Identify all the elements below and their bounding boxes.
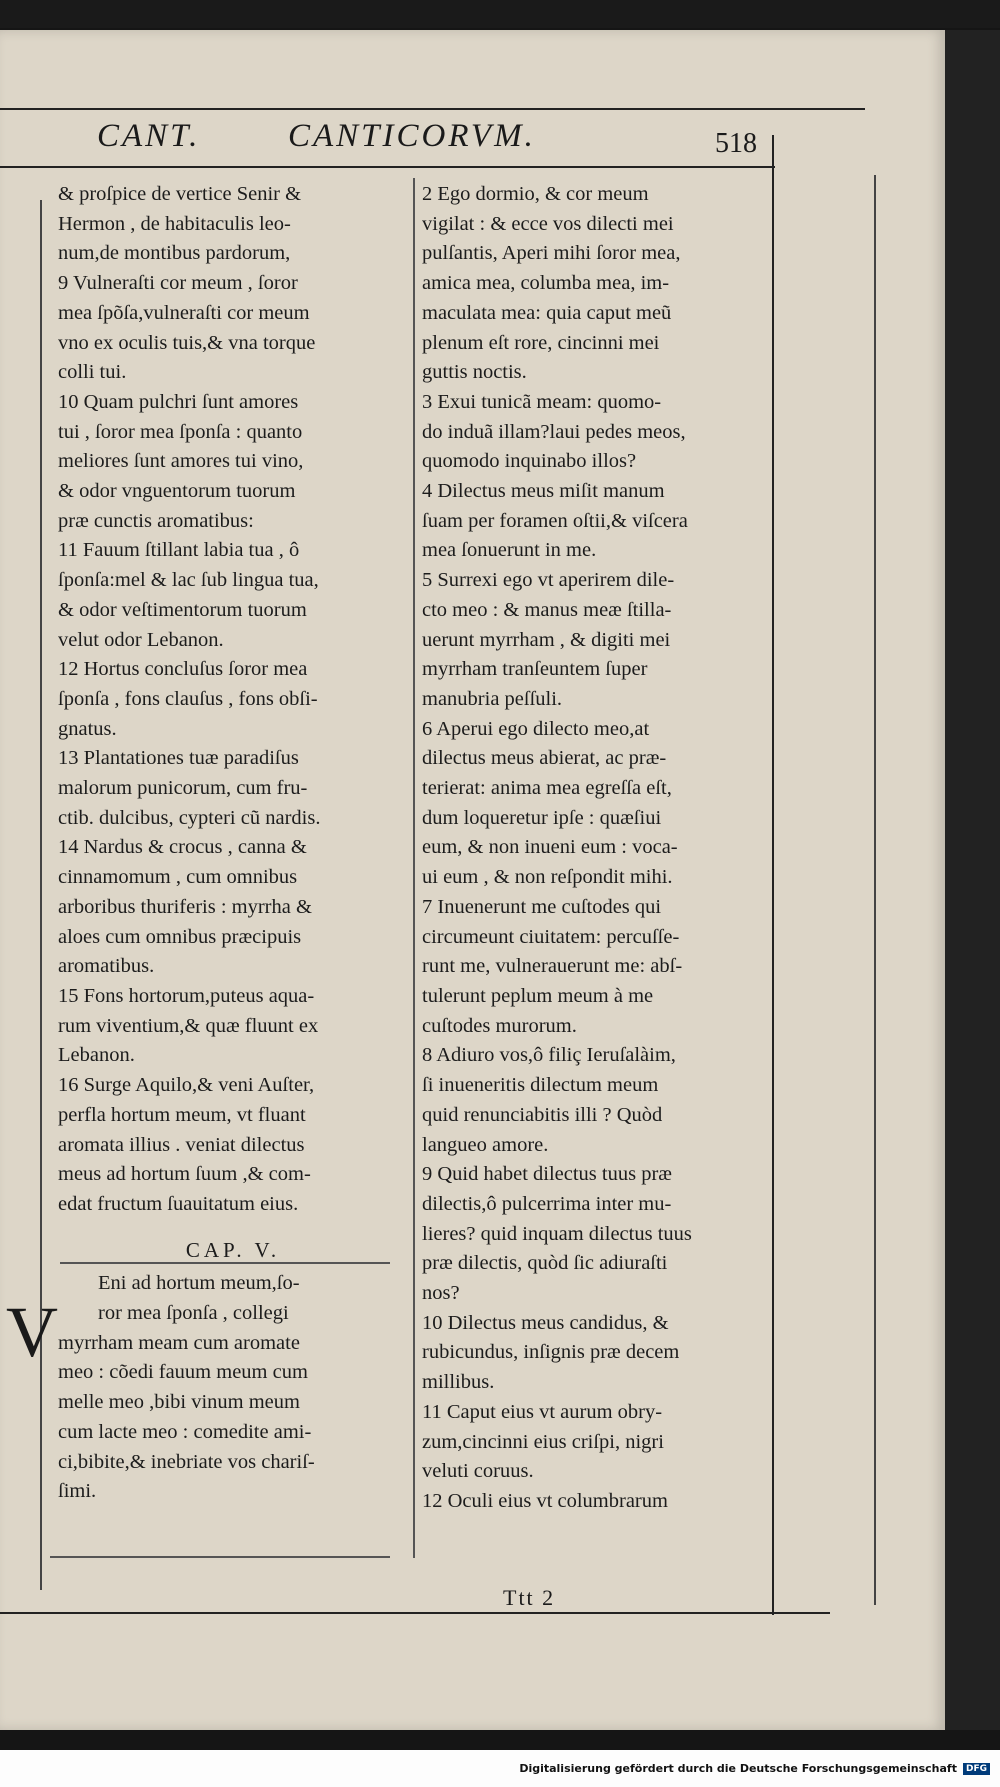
text-line: rubicundus, inſignis præ decem (422, 1341, 680, 1364)
text-line: 15 Fons hortorum,puteus aqua- (58, 984, 315, 1007)
left-margin-rule (40, 200, 42, 1590)
text-line: ci,bibite,& inebriate vos chariſ- (58, 1450, 315, 1473)
text-line: uerunt myrrham , & digiti mei (422, 628, 671, 651)
text-line: vigilat : & ecce vos dilecti mei (422, 212, 674, 235)
outer-margin-rule (874, 175, 876, 1605)
text-line: edat fructum ſuauitatum eius. (58, 1192, 299, 1215)
text-line: meliores ſunt amores tui vino, (58, 450, 304, 473)
text-line: 10 Quam pulchri ſunt amores (58, 390, 299, 413)
text-line: aromata illius . veniat dilectus (58, 1133, 305, 1156)
text-line: 11 Caput eius vt aurum obry- (422, 1400, 663, 1423)
text-line: Lebanon. (58, 1044, 135, 1067)
text-line: ui eum , & non reſpondit mihi. (422, 866, 673, 889)
text-line: 2 Ego dormio, & cor meum (422, 183, 649, 205)
text-line: cum lacte meo : comedite ami- (58, 1420, 312, 1443)
text-line: arboribus thuriferis : myrrha & (58, 895, 312, 918)
text-line: 16 Surge Aquilo,& veni Auſter, (58, 1074, 315, 1097)
text-line: præ dilectis, quòd ſic adiuraſti (422, 1252, 668, 1275)
drop-cap: V (6, 1292, 58, 1372)
text-line: præ cunctis aromatibus: (58, 509, 254, 532)
right-column (422, 180, 760, 1517)
text-line: terierat: anima mea egreſſa eſt, (422, 777, 672, 800)
text-line: Hermon , de habitaculis leo- (58, 212, 291, 235)
text-line: 12 Hortus concluſus ſoror mea (58, 658, 308, 681)
text-line: mea ſpõſa,vulneraſti cor meum (58, 301, 310, 324)
text-line: runt me, vulnerauerunt me: abſ- (422, 955, 683, 978)
text-line: & proſpice de vertice Senir & (58, 183, 302, 205)
text-line: millibus. (422, 1371, 495, 1394)
text-line: & odor veſtimentorum tuorum (58, 598, 307, 621)
text-line: 13 Plantationes tuæ paradiſus (58, 747, 299, 770)
text-line: dilectis,ô pulcerrima inter mu- (422, 1192, 672, 1215)
page-number: 518 (715, 128, 757, 159)
catchword: Ttt 2 (503, 1585, 556, 1610)
text-line: ctib. dulcibus, cypteri cũ nardis. (58, 806, 321, 829)
text-line: gnatus. (58, 717, 117, 740)
text-line: 8 Adiuro vos,ô filiç Ieruſalàim, (422, 1044, 676, 1067)
text-line: lieres? quid inquam dilectus tuus (422, 1222, 692, 1245)
text-line: 10 Dilectus meus candidus, & (422, 1311, 669, 1334)
running-head (92, 118, 772, 158)
text-line: 5 Surrexi ego vt aperirem dile- (422, 569, 675, 592)
text-line: quid renunciabitis illi ? Quòd (422, 1103, 663, 1126)
text-line: tulerunt peplum meum à me (422, 984, 654, 1007)
text-line: 4 Dilectus meus miſit manum (422, 480, 665, 503)
text-line: myrrham meam cum aromate (58, 1331, 300, 1354)
dfg-logo: DFG (963, 1763, 990, 1775)
text-line: guttis noctis. (422, 361, 527, 384)
text-line: 3 Exui tunicã meam: quomo- (422, 390, 662, 413)
text-line: & odor vnguentorum tuorum (58, 480, 296, 503)
text-line: 6 Aperui ego dilecto meo,at (422, 717, 650, 740)
text-line: pulſantis, Aperi mihi ſoror mea, (422, 242, 681, 265)
text-line: perfla hortum meum, vt fluant (58, 1103, 306, 1126)
text-line: amica mea, columba mea, im- (422, 272, 670, 295)
running-title-right: CANTICORVM. (288, 118, 536, 154)
text-line: circumeunt ciuitatem: percuſſe- (422, 925, 680, 948)
text-line: 7 Inuenerunt me cuſtodes qui (422, 895, 662, 918)
funding-credit: Digitalisierung gefördert durch die Deutsche Forschungsgemeinschaft (519, 1762, 957, 1775)
text-line: 14 Nardus & crocus , canna & (58, 836, 307, 859)
text-line: 12 Oculi eius vt columbrarum (422, 1489, 668, 1512)
right-margin-rule (772, 135, 774, 1615)
text-line: num,de montibus pardorum, (58, 242, 291, 265)
text-line: veluti coruus. (422, 1460, 534, 1483)
text-line: plenum eſt rore, cincinni mei (422, 331, 660, 354)
digitization-footer (0, 1750, 1000, 1787)
text-line: ſponſa , fons clauſus , fons obſi- (58, 687, 318, 710)
text-line: cinnamomum , cum omnibus (58, 866, 298, 889)
text-line: 11 Fauum ſtillant labia tua , ô (58, 539, 300, 562)
footer-rule (0, 1612, 830, 1614)
header-rule-bottom (0, 166, 775, 168)
text-line: nos? (422, 1282, 460, 1305)
text-line: ſimi. (58, 1480, 97, 1503)
text-line: aloes cum omnibus præcipuis (58, 925, 302, 948)
text-line: do induã illam?laui pedes meos, (422, 420, 686, 443)
text-line: aromatibus. (58, 955, 155, 978)
text-line: maculata mea: quia caput meũ (422, 301, 672, 324)
text-line: 9 Quid habet dilectus tuus præ (422, 1163, 672, 1186)
text-line: cto meo : & manus meæ ſtilla- (422, 598, 672, 621)
text-line: dum loqueretur ipſe : quæſiui (422, 806, 662, 829)
text-line: velut odor Lebanon. (58, 628, 224, 651)
running-title-left: CANT. (97, 118, 201, 154)
text-line: ſuam per foramen oſtii,& viſcera (422, 509, 688, 532)
text-line: cuſtodes murorum. (422, 1014, 577, 1037)
text-line: vno ex oculis tuis,& vna torque (58, 331, 316, 354)
text-line: ſi inueneritis dilectum meum (422, 1074, 659, 1097)
text-line: melle meo ,bibi vinum meum (58, 1391, 300, 1414)
text-line: colli tui. (58, 361, 127, 384)
text-line: mea ſonuerunt in me. (422, 539, 597, 562)
text-line: myrrham tranſeuntem ſuper (422, 658, 648, 681)
text-line: zum,cincinni eius criſpi, nigri (422, 1430, 664, 1453)
scan-border-top (0, 0, 1000, 28)
text-line: tui , ſoror mea ſponſa : quanto (58, 420, 303, 443)
text-line: malorum punicorum, cum fru- (58, 777, 308, 800)
text-line: ror mea ſponſa , collegi (98, 1302, 289, 1325)
text-line: meus ad hortum ſuum ,& com- (58, 1163, 311, 1186)
text-line: eum, & non inueni eum : voca- (422, 836, 678, 859)
text-line: dilectus meus abierat, ac præ- (422, 747, 667, 770)
scan-border-right (945, 30, 1000, 1730)
chapter-title: CAP. V. (185, 1237, 281, 1262)
text-line: quomodo inquinabo illos? (422, 450, 637, 473)
column-divider (413, 178, 415, 1558)
text-line: 9 Vulneraſti cor meum , ſoror (58, 272, 298, 295)
left-column (58, 180, 408, 1507)
text-line: meo : cõedi fauum meum cum (58, 1361, 308, 1384)
text-line: Eni ad hortum meum,ſo- (98, 1272, 300, 1295)
bottom-rule (50, 1556, 390, 1558)
header-rule-top (0, 108, 865, 110)
text-line: langueo amore. (422, 1133, 549, 1156)
text-line: ſponſa:mel & lac ſub lingua tua, (58, 569, 319, 592)
text-line: manubria peſſuli. (422, 687, 563, 710)
text-line: rum viventium,& quæ fluunt ex (58, 1014, 319, 1037)
